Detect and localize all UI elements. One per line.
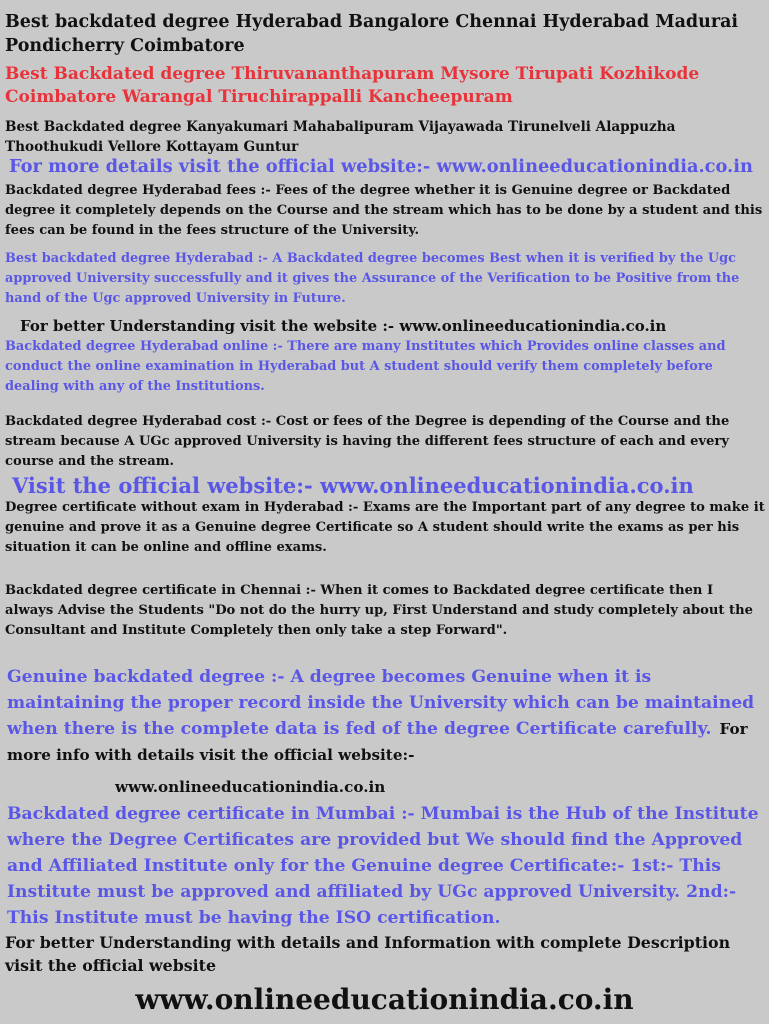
heading-cities-2: Best Backdated degree Thiruvananthapuram Mysore Tirupati Kozhikode Coimbatore Warangal Tiruchirappalli Kancheepuram xyxy=(5,64,700,107)
website-link-1[interactable]: For more details visit the official website:- www.onlineeducationindia.co.in xyxy=(9,156,753,177)
paragraph-mumbai: Backdated degree certificate in Mumbai :- Mumbai is the Hub of the Institute where the Degree Certificates are provided but We should find the Approved and Affiliated Institute only for the Genuine degree Certificate:- 1st:- This Institute must be approved and affiliated by UGc approved University. 2nd:- This Institute must be having the ISO certification. xyxy=(7,804,759,928)
website-link-2[interactable]: For better Understanding visit the website :- www.onlineeducationindia.co.in xyxy=(20,317,667,335)
inline-info-text: For more info with details visit the official website:- xyxy=(7,720,748,764)
website-link-4[interactable]: www.onlineeducationindia.co.in xyxy=(115,778,386,796)
paragraph-genuine-text: Genuine backdated degree :- A degree becomes Genuine when it is maintaining the proper record inside the University which can be maintained when there is the complete data is fed of the degree Certificate carefully. xyxy=(7,667,755,739)
paragraph-final: For better Understanding with details and Information with complete Description visit the official website xyxy=(5,933,731,975)
paragraph-genuine xyxy=(7,664,765,768)
heading-cities-3: Best Backdated degree Kanyakumari Mahabalipuram Vijayawada Tirunelveli Alappuzha Thoothukudi Vellore Kottayam Guntur xyxy=(5,119,676,155)
paragraph-chennai: Backdated degree certificate in Chennai :- When it comes to Backdated degree certificate then I always Advise the Students "Do not do the hurry up, First Understand and study completely about the Consultant and Institute Completely then only take a step Forward". xyxy=(5,583,753,638)
heading-cities-1: Best backdated degree Hyderabad Bangalore Chennai Hyderabad Madurai Pondicherry Coimbatore xyxy=(5,12,739,56)
paragraph-exam: Degree certificate without exam in Hyderabad :- Exams are the Important part of any degree to make it genuine and prove it as a Genuine degree Certificate so A student should write the exams as per his situation it can be online and offline exams. xyxy=(5,500,765,555)
paragraph-best: Best backdated degree Hyderabad :- A Backdated degree becomes Best when it is verified by the Ugc approved University successfully and it gives the Assurance of the Verification to be Positive from the hand of the Ugc approved University in Future. xyxy=(5,251,740,306)
footer-website-link[interactable]: www.onlineeducationindia.co.in xyxy=(135,983,634,1016)
paragraph-online: Backdated degree Hyderabad online :- There are many Institutes which Provides online classes and conduct the online examination in Hyderabad but A student should verify them completely before dealing with any of the Institutions. xyxy=(5,339,726,394)
paragraph-fees: Backdated degree Hyderabad fees :- Fees of the degree whether it is Genuine degree or Backdated degree it completely depends on the Course and the stream which has to be done by a student and this fees can be found in the fees structure of the University. xyxy=(5,183,763,238)
website-link-3[interactable]: Visit the official website:- www.onlineeducationindia.co.in xyxy=(12,473,694,498)
paragraph-cost: Backdated degree Hyderabad cost :- Cost or fees of the Degree is depending of the Course and the stream because A UGc approved University is having the different fees structure of each and every course and the stream. xyxy=(5,414,730,469)
